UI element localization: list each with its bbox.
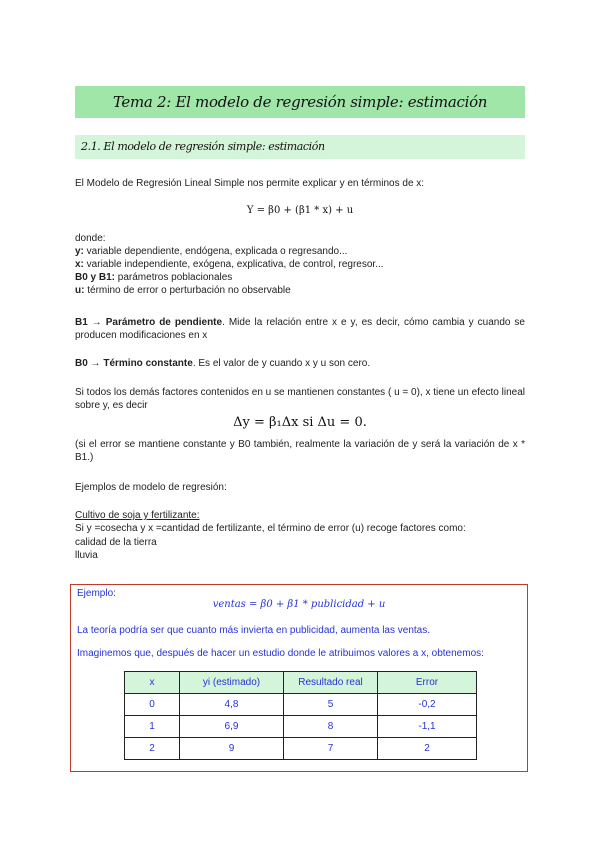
example-imagine: Imaginemos que, después de hacer un estudio donde le atribuimos valores a x, obtenemos: (77, 648, 484, 659)
cell-real: 7 (284, 738, 378, 760)
cell-error: 2 (378, 738, 477, 760)
table-row (125, 716, 477, 738)
example-label: Ejemplo: (77, 588, 116, 599)
example-theory: La teoría podría ser que cuanto más invierta en publicidad, aumenta las ventas. (77, 625, 430, 636)
page-title: Tema 2: El modelo de regresión simple: estimación (112, 93, 488, 111)
b0-paragraph: B0 → Término constante. Es el valor de y cuando x y u son cero. (75, 358, 371, 369)
example-formula: ventas = β0 + β1 * publicidad + u (212, 599, 386, 610)
section-title: 2.1. El modelo de regresión simple: estimación (81, 140, 325, 153)
crop-item-2: lluvia (75, 550, 98, 561)
header-error: Error (378, 672, 477, 694)
cell-x: 0 (125, 694, 180, 716)
def-u: u: término de error o perturbación no observable (75, 285, 291, 296)
def-b0b1: B0 y B1: parámetros poblacionales (75, 272, 233, 283)
cell-yi: 9 (180, 738, 284, 760)
title-banner (75, 86, 525, 118)
definitions-list (75, 245, 525, 297)
examples-heading: Ejemplos de modelo de regresión: (75, 482, 227, 493)
cell-x: 1 (125, 716, 180, 738)
delta-formula: Δy = β₁Δx si Δu = 0. (233, 415, 367, 430)
crop-text: Si y =cosecha y x =cantidad de fertilizante, el término de error (u) recoge factores como: (75, 523, 466, 534)
main-formula: Y = β0 + (β1 * x) + u (246, 205, 354, 216)
intro-text: El Modelo de Regresión Lineal Simple nos permite explicar y en términos de x: (75, 178, 425, 189)
cell-yi: 6,9 (180, 716, 284, 738)
section-banner (75, 135, 525, 159)
factors-paragraph: Si todos los demás factores contenidos en u se mantienen constantes ( u = 0), x tiene un efecto lineal sobre y, es decir (75, 387, 525, 411)
table-row (125, 738, 477, 760)
def-y: y: variable dependiente, endógena, explicada o regresando... (75, 246, 348, 257)
cell-error: -0,2 (378, 694, 477, 716)
error-note: (si el error se mantiene constante y B0 también, realmente la variación de y será la variación de x * B1.) (75, 439, 525, 463)
cell-real: 8 (284, 716, 378, 738)
table-header-row (125, 672, 477, 694)
header-real: Resultado real (284, 672, 378, 694)
crop-item-1: calidad de la tierra (75, 537, 157, 548)
results-table (124, 671, 477, 760)
crop-heading: Cultivo de soja y fertilizante: (75, 510, 200, 521)
cell-yi: 4,8 (180, 694, 284, 716)
def-x: x: variable independiente, exógena, explicativa, de control, regresor... (75, 259, 384, 270)
b1-paragraph: B1 → Parámetro de pendiente. Mide la relación entre x e y, es decir, cómo cambia y cuando se producen modificaciones en x (75, 317, 525, 341)
header-x: x (125, 672, 180, 694)
donde-label: donde: (75, 233, 106, 244)
table-row (125, 694, 477, 716)
cell-error: -1,1 (378, 716, 477, 738)
cell-x: 2 (125, 738, 180, 760)
cell-real: 5 (284, 694, 378, 716)
header-yi: yi (estimado) (180, 672, 284, 694)
